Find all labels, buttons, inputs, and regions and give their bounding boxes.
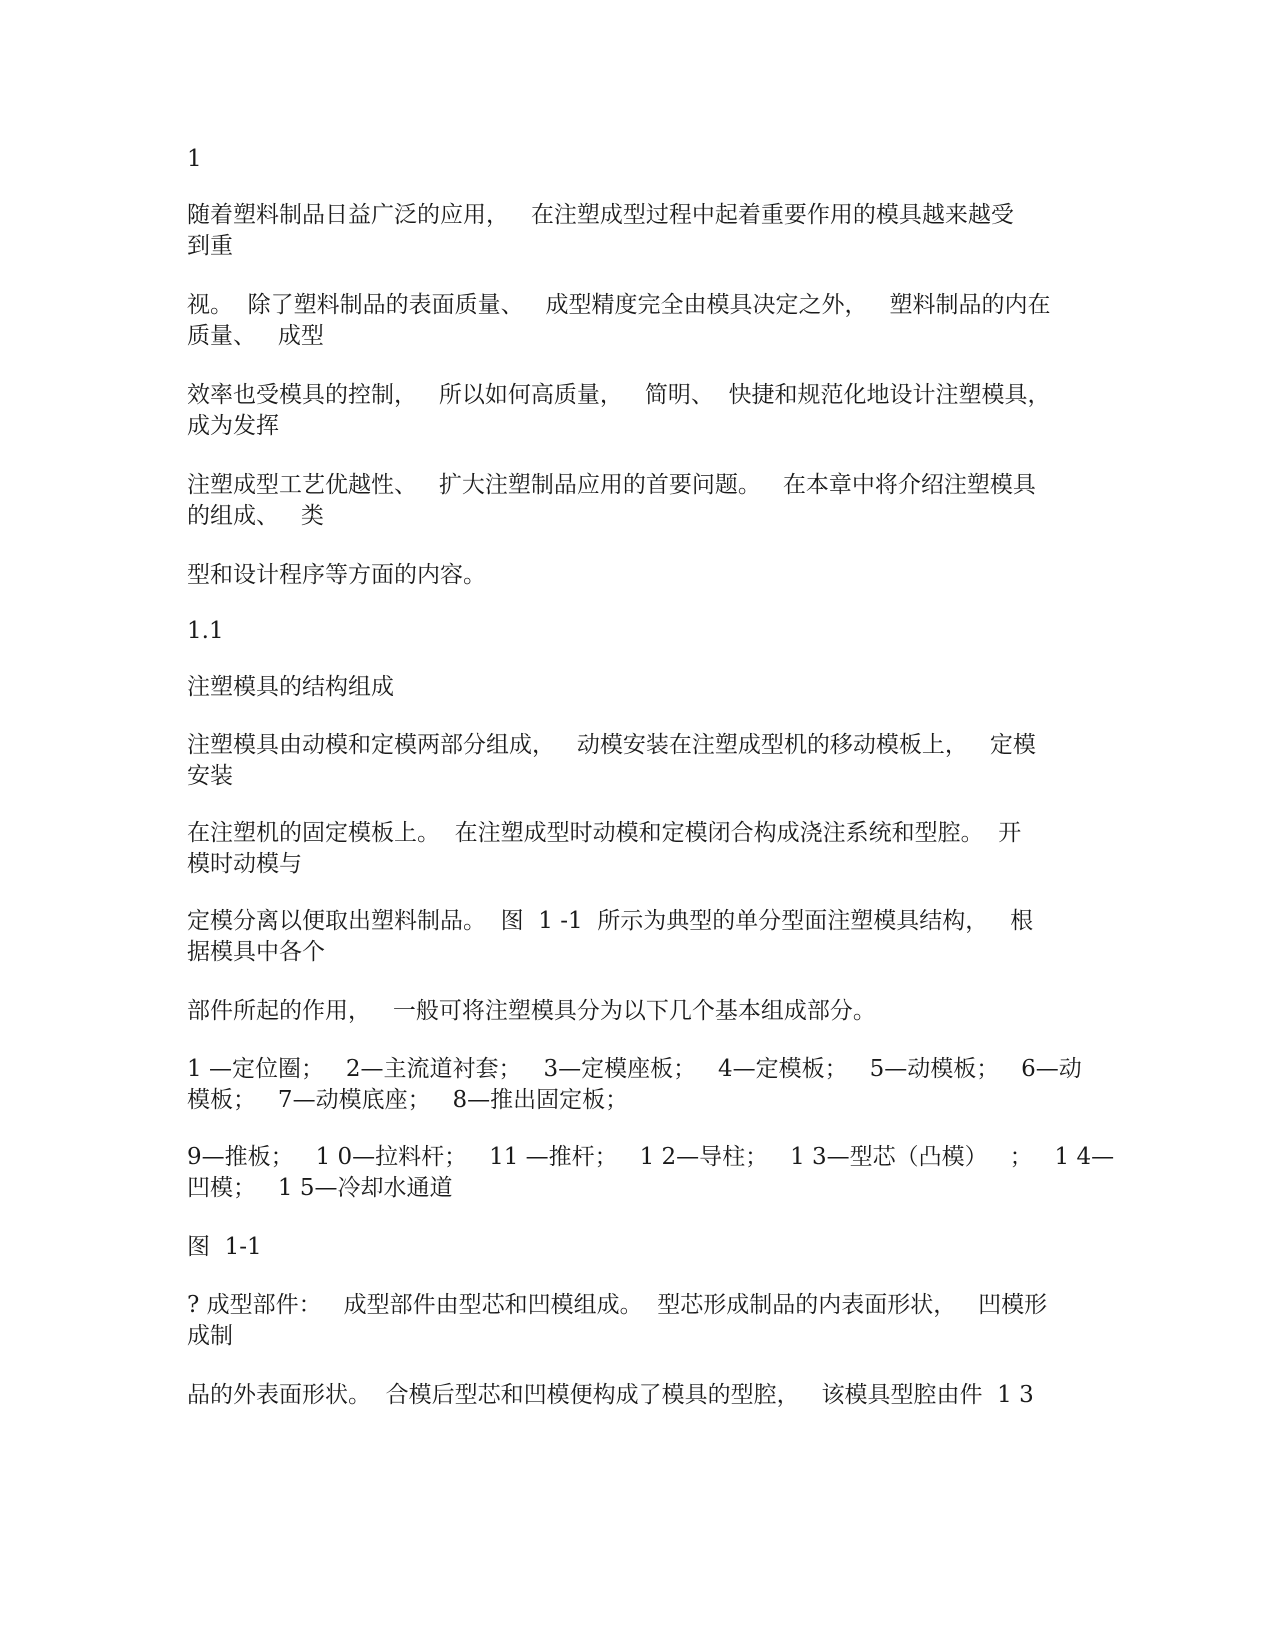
text-line: 安装 — [187, 763, 233, 789]
text-line: 据模具中各个 — [187, 939, 325, 965]
paragraph-intro-3 — [187, 380, 1092, 442]
paragraph-structure-1 — [187, 730, 1092, 792]
paragraph-structure-2 — [187, 818, 1092, 880]
paragraph-intro-4 — [187, 470, 1092, 532]
text-line: 效率也受模具的控制， 所以如何高质量， 简明、 快捷和规范化地设计注塑模具， — [187, 382, 1051, 408]
text-line: 1 — [187, 146, 202, 172]
figure-caption — [187, 1232, 1092, 1263]
text-line: 凹模； 1 5—冷却水通道 — [187, 1175, 453, 1201]
paragraph-intro-2 — [187, 290, 1092, 352]
text-line: 图 1-1 — [187, 1234, 262, 1260]
text-line: ? 成型部件： 成型部件由型芯和凹模组成。 型芯形成制品的内表面形状， 凹模形 — [187, 1292, 1048, 1318]
text-line: 9—推板； 1 0—拉料杆； 11 —推杆； 1 2—导柱； 1 3—型芯（凸模） ； 1 4— — [187, 1144, 1115, 1170]
text-line: 模时动模与 — [187, 851, 302, 877]
text-line: 型和设计程序等方面的内容。 — [187, 562, 486, 588]
text-line: 质量、 成型 — [187, 323, 324, 349]
text-line: 在注塑机的固定模板上。 在注塑成型时动模和定模闭合构成浇注系统和型腔。 开 — [187, 820, 1022, 846]
text-line: 视。 除了塑料制品的表面质量、 成型精度完全由模具决定之外， 塑料制品的内在 — [187, 292, 1051, 318]
paragraph-structure-4 — [187, 996, 1092, 1027]
text-line: 1 —定位圈； 2—主流道衬套； 3—定模座板； 4—定模板； 5—动模板； 6—动 — [187, 1056, 1082, 1082]
text-line: 注塑模具的结构组成 — [187, 674, 394, 700]
text-line: 成制 — [187, 1323, 233, 1349]
paragraph-structure-3 — [187, 906, 1092, 968]
text-line: 的组成、 类 — [187, 503, 324, 529]
section-number — [187, 616, 1092, 647]
text-line: 成为发挥 — [187, 413, 279, 439]
text-line: 模板； 7—动模底座； 8—推出固定板； — [187, 1087, 629, 1113]
text-line: 随着塑料制品日益广泛的应用， 在注塑成型过程中起着重要作用的模具越来越受 — [187, 202, 1014, 228]
text-line: 注塑成型工艺优越性、 扩大注塑制品应用的首要问题。 在本章中将介绍注塑模具 — [187, 472, 1036, 498]
figure-legend-1 — [187, 1054, 1092, 1116]
paragraph-intro-5 — [187, 560, 1092, 591]
text-line: 注塑模具由动模和定模两部分组成， 动模安装在注塑成型机的移动模板上， 定模 — [187, 732, 1036, 758]
text-line: 品的外表面形状。 合模后型芯和凹模便构成了模具的型腔， 该模具型腔由件 1 3 — [187, 1382, 1034, 1408]
paragraph-molding-parts-2 — [187, 1380, 1092, 1411]
text-line: 定模分离以便取出塑料制品。 图 1 -1 所示为典型的单分型面注塑模具结构， 根 — [187, 908, 1034, 934]
paragraph-molding-parts-1 — [187, 1290, 1092, 1352]
figure-legend-2 — [187, 1142, 1115, 1204]
page-number — [187, 144, 1092, 175]
section-title — [187, 672, 1092, 703]
text-line: 部件所起的作用， 一般可将注塑模具分为以下几个基本组成部分。 — [187, 998, 876, 1024]
paragraph-intro-1 — [187, 200, 1092, 262]
text-line: 到重 — [187, 233, 233, 259]
text-line: 1.1 — [187, 618, 224, 644]
